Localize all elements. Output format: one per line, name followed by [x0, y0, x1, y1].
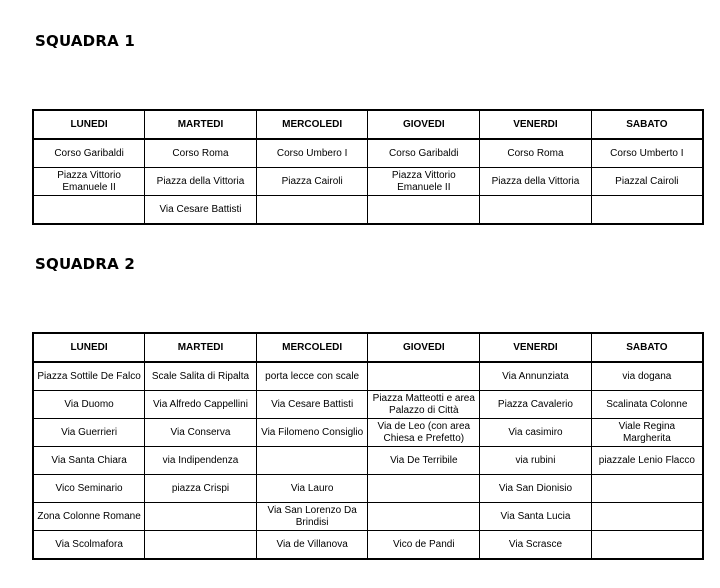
table-cell: piazza Crispi [145, 475, 257, 503]
table-row [33, 168, 703, 196]
table-cell: piazzale Lenio Flacco [591, 447, 703, 475]
table-row [33, 503, 703, 531]
table-row [33, 362, 703, 391]
table-row [33, 475, 703, 503]
table-cell: Scale Salita di Ripalta [145, 362, 257, 391]
table-cell: Via Annunziata [480, 362, 592, 391]
table-cell: Via Scolmafora [33, 531, 145, 560]
table-cell [145, 531, 257, 560]
table-cell: Corso Garibaldi [33, 139, 145, 168]
table-cell: Corso Umberto I [591, 139, 703, 168]
table-cell: Corso Roma [480, 139, 592, 168]
table-cell: via rubini [480, 447, 592, 475]
table-cell: Via Cesare Battisti [256, 391, 368, 419]
table-cell: Via Santa Lucia [480, 503, 592, 531]
table-cell: Piazza Cairoli [256, 168, 368, 196]
header-mercoledi: MERCOLEDI [256, 110, 368, 139]
table-cell [480, 196, 592, 225]
table-cell: Viale Regina Margherita [591, 419, 703, 447]
table-cell [368, 362, 480, 391]
table-cell [145, 503, 257, 531]
table-cell: Vico Seminario [33, 475, 145, 503]
table-cell: Corso Garibaldi [368, 139, 480, 168]
table-cell: Piazza Sottile De Falco [33, 362, 145, 391]
header-lunedi: LUNEDI [33, 110, 145, 139]
table-cell: Via Lauro [256, 475, 368, 503]
table-cell: Piazza della Vittoria [480, 168, 592, 196]
table-header-row [33, 110, 703, 139]
table-row [33, 531, 703, 560]
header-giovedi: GIOVEDI [368, 110, 480, 139]
table-cell: Piazza Vittorio Emanuele II [368, 168, 480, 196]
table-cell [591, 196, 703, 225]
table-cell: via Indipendenza [145, 447, 257, 475]
header-mercoledi: MERCOLEDI [256, 333, 368, 362]
table-cell: Via Santa Chiara [33, 447, 145, 475]
table-cell: Via Duomo [33, 391, 145, 419]
table-cell: Piazzal Cairoli [591, 168, 703, 196]
table-cell: Via casimiro [480, 419, 592, 447]
table-row [33, 391, 703, 419]
table-cell: Piazza della Vittoria [145, 168, 257, 196]
header-martedi: MARTEDI [145, 333, 257, 362]
table-row [33, 447, 703, 475]
table-cell: Via Alfredo Cappellini [145, 391, 257, 419]
table-cell: Vico de Pandi [368, 531, 480, 560]
table-cell [256, 196, 368, 225]
table-header-row [33, 333, 703, 362]
squadra-2-table [32, 332, 704, 560]
table-cell: Scalinata Colonne [591, 391, 703, 419]
table-cell: Via Filomeno Consiglio [256, 419, 368, 447]
table-cell [591, 503, 703, 531]
table-cell: Via Cesare Battisti [145, 196, 257, 225]
table-cell: Via Guerrieri [33, 419, 145, 447]
table-cell: Piazza Cavalerio [480, 391, 592, 419]
table-cell [591, 475, 703, 503]
table-cell [368, 196, 480, 225]
table-cell: Via Scrasce [480, 531, 592, 560]
table-cell: Via de Villanova [256, 531, 368, 560]
table-cell: Via de Leo (con area Chiesa e Prefetto) [368, 419, 480, 447]
table-cell: porta lecce con scale [256, 362, 368, 391]
header-sabato: SABATO [591, 110, 703, 139]
squadra-1-title: SQUADRA 1 [35, 32, 135, 50]
squadra-2-title: SQUADRA 2 [35, 255, 135, 273]
table-row [33, 419, 703, 447]
table-cell: Via De Terribile [368, 447, 480, 475]
table-cell: Piazza Matteotti e area Palazzo di Città [368, 391, 480, 419]
table-cell [33, 196, 145, 225]
header-venerdi: VENERDI [480, 110, 592, 139]
table-cell: Via San Lorenzo Da Brindisi [256, 503, 368, 531]
table-cell [368, 503, 480, 531]
table-cell: Corso Roma [145, 139, 257, 168]
header-venerdi: VENERDI [480, 333, 592, 362]
table-cell: via dogana [591, 362, 703, 391]
table-cell [256, 447, 368, 475]
table-cell [368, 475, 480, 503]
table-cell: Via San Dionisio [480, 475, 592, 503]
header-giovedi: GIOVEDI [368, 333, 480, 362]
table-row [33, 139, 703, 168]
table-row [33, 196, 703, 225]
squadra-1-table [32, 109, 704, 225]
table-cell: Via Conserva [145, 419, 257, 447]
table-cell [591, 531, 703, 560]
header-sabato: SABATO [591, 333, 703, 362]
header-lunedi: LUNEDI [33, 333, 145, 362]
table-cell: Piazza Vittorio Emanuele II [33, 168, 145, 196]
table-cell: Zona Colonne Romane [33, 503, 145, 531]
header-martedi: MARTEDI [145, 110, 257, 139]
table-cell: Corso Umbero I [256, 139, 368, 168]
